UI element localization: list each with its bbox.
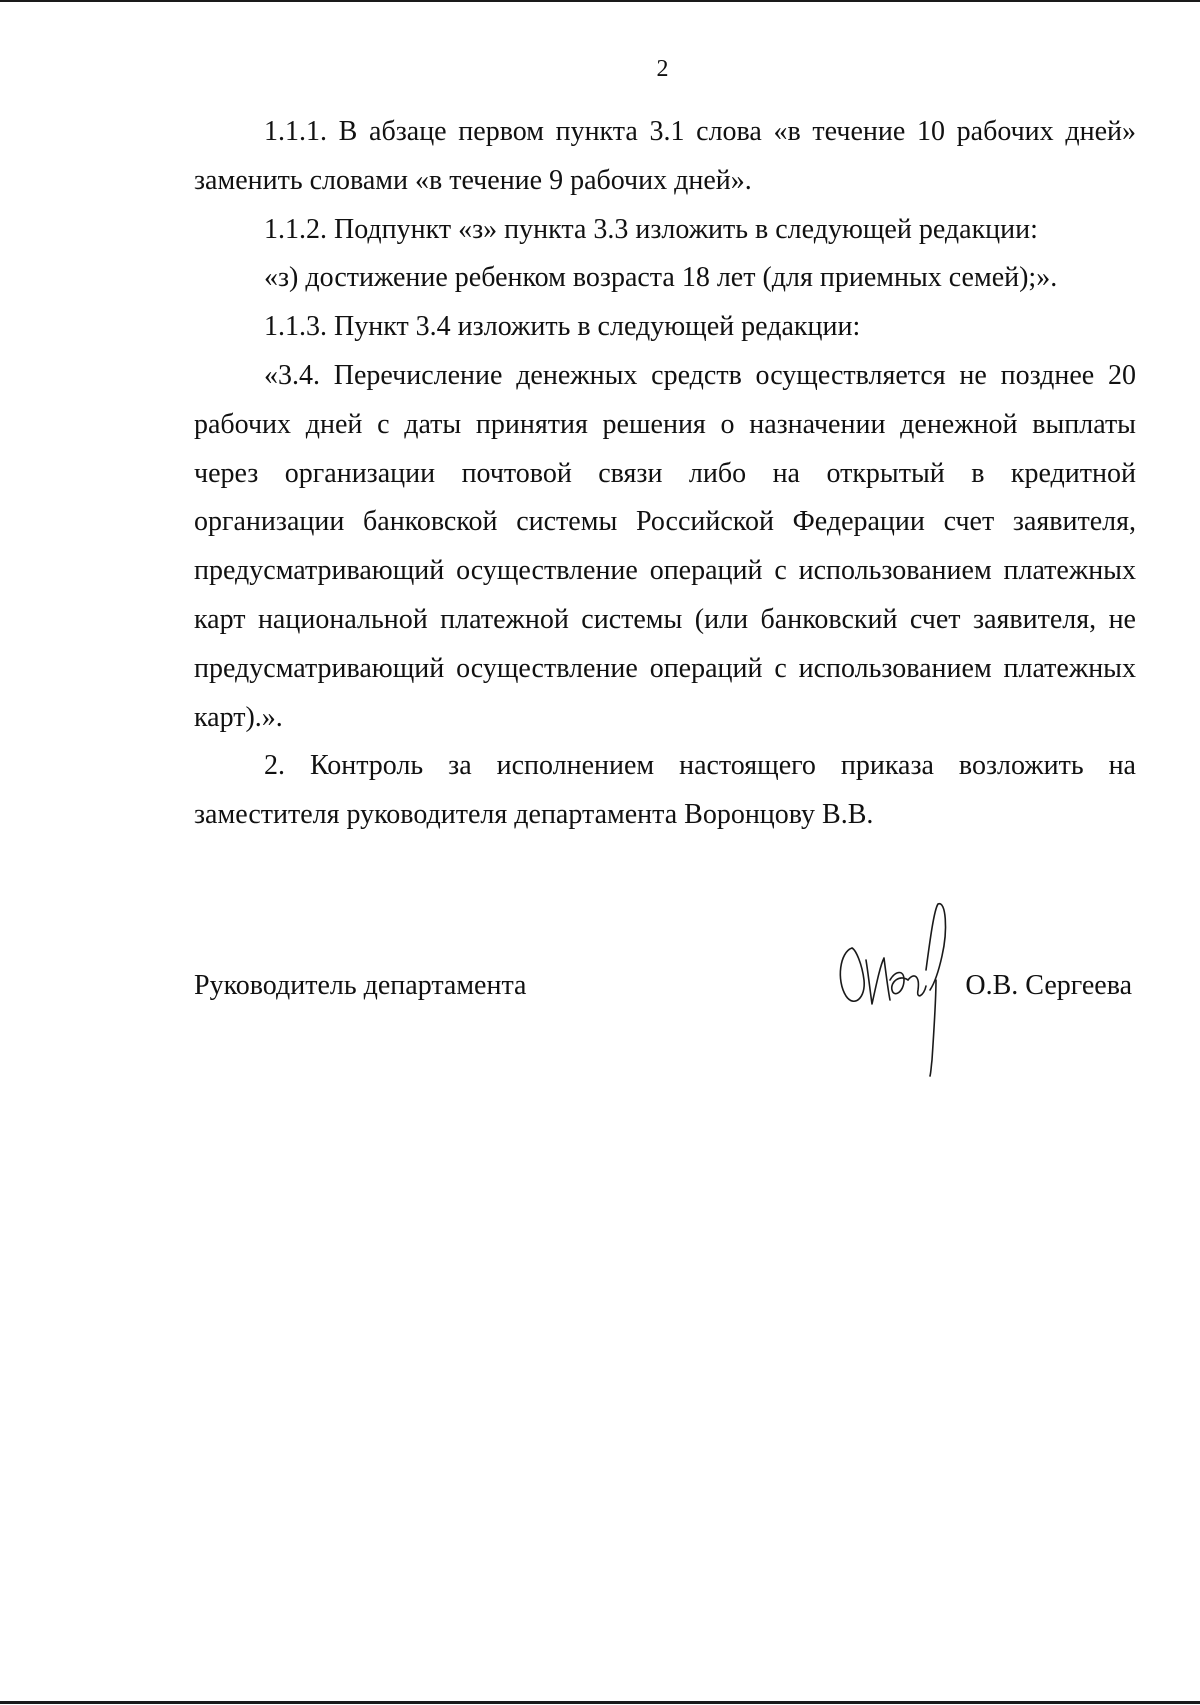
document-body [194, 108, 1136, 840]
handwritten-signature [830, 900, 970, 1080]
page-number: 2 [656, 56, 669, 82]
scan-border-bottom [0, 1701, 1200, 1704]
paragraph-1-1-3: 1.1.3. Пункт 3.4 изложить в следующей редакции: [264, 311, 861, 343]
signatory-name: О.В. Сергеева [965, 970, 1132, 1001]
paragraph-3-4: «3.4. Перечисление денежных средств осуществляется не позднее 20 рабочих дней с даты принятия решения о назначении денежной выплаты через организации почтовой связи либо на открытый в кредитной организации банковской системы Российской Федерации счет заявителя, предусматривающий осуществление операций с использованием платежных карт национальной платежной системы (или банковский счет заявителя, не предусматривающий осуществление операций с использованием платежных карт).». [194, 359, 1136, 733]
scan-border-top [0, 0, 1200, 2]
paragraph-subitem-z: «з) достижение ребенком возраста 18 лет (для приемных семей);». [264, 262, 1058, 294]
paragraph-1-1-1: 1.1.1. В абзаце первом пункта 3.1 слова «в течение 10 рабочих дней» заменить словами «в течение 9 рабочих дней». [194, 116, 1136, 196]
paragraph-2-control: 2. Контроль за исполнением настоящего приказа возложить на заместителя руководителя департамента Воронцову В.В. [194, 750, 1136, 831]
paragraph-1-1-2: 1.1.2. Подпункт «з» пункта 3.3 изложить в следующей редакции: [264, 213, 1038, 245]
signatory-position: Руководитель департамента [194, 970, 527, 1001]
